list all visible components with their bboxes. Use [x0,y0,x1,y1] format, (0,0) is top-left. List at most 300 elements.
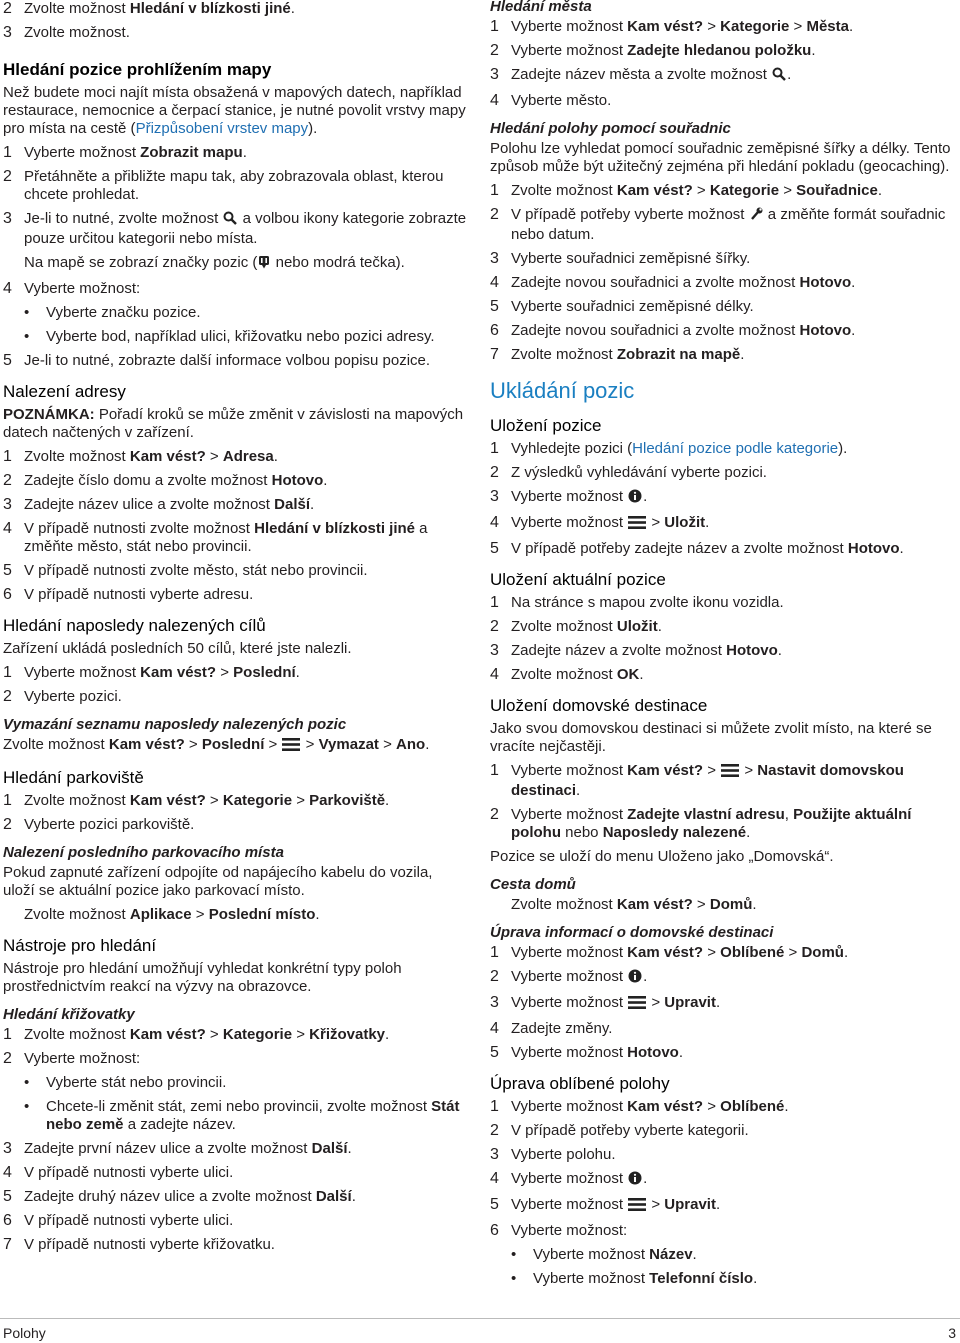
paragraph [3,736,468,756]
text-run: Zvolte možnost [511,666,617,683]
text-run: . [576,782,581,799]
text-run: . [715,1196,721,1213]
text-run: Vyberte možnost [511,1044,628,1061]
text-run: Na mapě se zobrazí značky pozic ( [24,254,258,271]
ui-term: Další [315,1188,352,1205]
text-run: V případě potřeby vyberte možnost [511,206,749,223]
text-run [533,1246,697,1264]
step-number: 6 [490,1222,499,1239]
ui-term: Hledání v blízkosti jiné [254,520,416,537]
step-number: 1 [490,440,499,457]
step-text: V případě nutnosti vyberte křižovatku. [24,1236,275,1253]
ui-term: Použijte aktuální polohu [511,806,912,841]
text-run: . [347,1140,352,1157]
subsection-title: Nalezení posledního parkovacího místa [3,844,284,861]
ui-term: Zadejte hledanou položku [627,42,812,59]
text-run: . [753,1270,758,1287]
text-run: Zvolte možnost [3,736,109,753]
ui-term: Hotovo [271,472,324,489]
text-run: . [811,42,816,59]
step [3,1164,468,1182]
step-text [24,664,468,682]
text-run: > [703,1098,721,1115]
ui-term: Oblíbené [720,1098,785,1115]
text-run: a změňte formát souřadnic nebo datum. [511,206,946,243]
bullet-item [490,1246,955,1264]
ui-term: Domů [801,944,844,961]
step-text [511,944,955,962]
text-run: Zvolte možnost [24,448,130,465]
step-number: 5 [3,1188,12,1205]
step-number: 1 [3,448,12,465]
ui-term: Kategorie [709,182,780,199]
step [490,322,955,340]
step-number: 1 [3,144,12,161]
step [3,352,468,370]
ui-term: Telefonní číslo [649,1270,754,1287]
step-number: 4 [3,520,12,537]
link-category-search[interactable]: Hledání pozice podle kategorie [632,440,839,457]
step-number: 5 [490,298,499,315]
step-number: 5 [3,352,12,369]
ui-term: Zobrazit na mapě [616,346,741,363]
step [490,66,955,86]
step-text [511,642,955,660]
step [490,944,955,962]
step-number: 2 [3,168,12,185]
step [490,274,955,292]
step [490,666,955,684]
step-number: 7 [490,346,499,363]
text-run [628,1171,642,1185]
step-text [24,472,468,490]
paragraph: Zařízení ukládá posledních 50 cílů, které jste nalezli. [3,640,352,657]
step [490,440,955,458]
step-number: 2 [490,206,499,223]
left-column [3,0,468,1260]
step-text [511,1196,955,1216]
step-number: 7 [3,1236,12,1253]
step [490,594,955,612]
step-number: 2 [3,472,12,489]
info-icon [628,969,642,988]
text-run: Vyberte možnost [511,762,628,779]
step-text [24,496,468,514]
ui-term: Souřadnice [796,182,878,199]
text-run: > [216,664,234,681]
text-run: a zadejte název. [123,1116,236,1133]
subsection-title: Hledání polohy pomocí souřadnic [490,120,731,137]
text-run: . [777,642,782,659]
step-number: 2 [3,688,12,705]
step-number: 4 [3,1164,12,1181]
step-text [511,762,955,800]
text-run: > [779,182,797,199]
text-run [628,996,646,1009]
step-number: 6 [3,1212,12,1229]
paragraph: Pozice se uloží do menu Uloženo jako „Domovská“. [490,848,834,865]
step [3,1140,468,1158]
menu-icon [628,516,646,534]
step-text [511,1098,955,1116]
text-run: Vyberte možnost [24,664,141,681]
text-run: . [851,274,856,291]
text-run: > [191,906,209,923]
step [490,206,955,244]
text-run: Vyberte možnost [511,944,628,961]
step [490,346,955,364]
right-column [490,0,955,1294]
text-run: > [703,762,721,779]
section-title: Hledání parkoviště [3,768,144,787]
ui-term: Kam vést? [108,736,185,753]
ui-term: Kam vést? [627,762,704,779]
text-run: . [643,968,648,985]
step-number: 6 [3,586,12,603]
text-run: . [315,906,320,923]
step-text: Vyberte souřadnici zeměpisné délky. [511,298,754,315]
text-run: Vyberte možnost [511,488,628,505]
step-text [511,440,955,458]
ui-term: Domů [709,896,753,913]
ui-term: Kam vést? [616,896,693,913]
ui-term: Křižovatky [309,1026,386,1043]
ui-term: Hotovo [799,322,852,339]
text-run [533,1270,757,1288]
section-title: Hledání pozice prohlížením mapy [3,60,272,79]
wrench-icon [750,207,763,226]
step [490,488,955,508]
paragraph: Jako svou domovskou destinaci si můžete zvolit místo, na které se vracíte nejčastěji. [490,720,932,755]
text-run: > [692,896,710,913]
chapter-title: Ukládání pozic [490,378,635,403]
step-text [511,322,955,340]
ui-term: Název [649,1246,693,1263]
text-run: . [295,664,300,681]
step-text: V případě potřeby vyberte kategorii. [511,1122,749,1139]
text-run: Zadejte druhý název ulice a zvolte možnost [24,1188,316,1205]
step [3,144,468,162]
step-number: 3 [3,210,12,227]
menu-icon [721,764,739,782]
text-run: Je-li to nutné, zvolte možnost [24,210,223,227]
step [490,762,955,800]
ui-term: Upravit [664,1196,716,1213]
text-run: . [323,472,328,489]
section-title: Nalezení adresy [3,382,126,401]
step [490,1196,955,1216]
ui-term: Poslední místo [208,906,316,923]
subsection-title: Úprava informací o domovské destinaci [490,924,774,941]
step-number: 2 [490,42,499,59]
text-run: . [740,346,745,363]
ui-term: Upravit [664,994,716,1011]
text-run: Pořadí kroků se může změnit v závislosti na mapových datech načtených v zařízení. [3,406,464,441]
step-number: 3 [490,250,499,267]
text-run: . [899,540,904,557]
step [490,806,955,842]
text-run: . [425,736,430,753]
step-text: Vyberte možnost: [24,1050,141,1067]
step-number: 5 [490,540,499,557]
text-run: Vyberte možnost [533,1246,650,1263]
subsection-title: Hledání křižovatky [3,1006,135,1023]
text-run: . [843,944,849,961]
ui-term: Poslední [233,664,296,681]
text-run: Zadejte číslo domu a zvolte možnost [24,472,272,489]
text-run: Vyberte značku pozice. [46,304,201,321]
text-run: Zvolte možnost [511,346,617,363]
step-text: Vyberte možnost: [511,1222,628,1239]
bullet-mark: • [24,1074,30,1091]
step [490,514,955,534]
text-run: > [789,18,807,35]
step-number: 2 [3,816,12,833]
footer-rule [0,1318,960,1319]
text-run [628,969,642,983]
text-run: a volbou ikony kategorie zobrazte pouze určitou kategorii nebo místa. [24,210,467,247]
text-run: Vyberte stát nebo provincii. [46,1074,227,1091]
step-number: 4 [490,1170,499,1187]
text-run: Zvolte možnost [24,906,130,923]
step-number: 3 [490,994,499,1011]
text-run: . [385,792,390,809]
text-run: Zvolte možnost [511,182,617,199]
text-run [46,1098,468,1134]
text-run: > [264,736,282,753]
ui-term: Kam vést? [129,1026,206,1043]
step-number: 2 [490,806,499,823]
text-run: ). [308,120,318,137]
step [3,1188,468,1206]
step-text [24,210,468,248]
text-run: nebo [560,824,603,841]
text-run: . [715,994,721,1011]
step-text [511,488,955,508]
text-run [223,211,237,225]
text-run: . [705,514,710,531]
step-text [511,42,955,60]
step-number: 3 [490,488,499,505]
section-title: Nástroje pro hledání [3,936,157,955]
ui-term: Zadejte vlastní adresu [627,806,785,823]
bullet-mark: • [24,328,30,345]
text-run: . [877,182,883,199]
step-text: Zadejte změny. [511,1020,613,1037]
step-text [511,206,955,244]
step-number: 2 [490,464,499,481]
step [3,664,468,682]
info-icon [628,1171,642,1190]
text-run [628,489,642,503]
step-text [511,346,955,364]
paragraph: Pokud zapnuté zařízení odpojíte od napájecího kabelu do vozila, uloží se aktuální pozice jako parkovací místo. [3,864,433,899]
paragraph [511,896,955,914]
text-run [628,516,646,529]
link-map-layers[interactable]: Přizpůsobení vrstev mapy [135,120,309,137]
text-run: > [378,736,397,753]
step-text: Vyberte souřadnici zeměpisné šířky. [511,250,751,267]
ui-term: Kategorie [720,18,790,35]
step-number: 4 [490,1020,499,1037]
step [3,586,468,604]
text-run: Vyberte možnost [511,514,628,531]
text-run: > [692,182,710,199]
ui-term: Kam vést? [616,182,693,199]
text-run: ). [838,440,848,457]
step-text [24,1140,468,1158]
text-run: > [205,448,223,465]
step [490,1122,955,1140]
step-text [24,520,468,556]
step-number: 1 [490,762,499,779]
paragraph: Nástroje pro hledání umožňují vyhledat konkrétní typy poloh prostřednictvím reakcí na výzvy na obrazovce. [3,960,402,995]
step-text: Zvolte možnost. [24,24,130,41]
step-number: 2 [3,1050,12,1067]
step [3,210,468,248]
menu-icon [628,996,646,1014]
ui-term: Poslední [201,736,265,753]
subsection-title: Vymazání seznamu naposledy nalezených pozic [3,716,347,733]
ui-term: Nastavit domovskou destinaci [511,762,904,799]
step [3,280,468,298]
step [3,1212,468,1230]
step-number: 2 [490,968,499,985]
step [490,618,955,636]
subsection-title: Hledání města [490,0,592,15]
step-number: 1 [490,1098,499,1115]
paragraph [24,254,468,274]
footer-section: Polohy [3,1325,46,1341]
text-run: Zadejte název ulice a zvolte možnost [24,496,275,513]
text-run: . [787,66,792,83]
text-run: > [292,792,310,809]
text-run: . [351,1188,356,1205]
step-number: 2 [490,1122,499,1139]
step-number: 1 [490,594,499,611]
menu-icon [628,1198,646,1216]
ui-term: Další [274,496,310,513]
step [3,1236,468,1254]
menu-icon [282,738,300,756]
step-text: V případě nutnosti vyberte ulici. [24,1164,234,1181]
step-text [24,0,468,18]
step [3,472,468,490]
ui-term: Parkoviště [309,792,386,809]
text-run: Vyberte možnost [533,1270,650,1287]
step-text [24,792,468,810]
ui-term: Vymazat [318,736,379,753]
text-run: Vyberte možnost [511,18,628,35]
ui-term: Hotovo [799,274,852,291]
text-run: . [752,896,757,913]
ui-term: Zobrazit mapu [140,144,243,161]
text-run: Vyberte bod, například ulici, křižovatku nebo pozici adresy. [46,328,435,345]
step-text [511,1170,955,1190]
text-run: . [643,488,648,505]
step [490,1146,955,1164]
step-text: Vyberte město. [511,92,612,109]
step-text: Je-li to nutné, zobrazte další informace volbou popisu pozice. [24,352,431,369]
bullet-mark: • [511,1270,517,1287]
text-run: > [205,792,223,809]
text-run: > [703,18,721,35]
section-title: Uložení pozice [490,416,602,435]
text-run: V případě nutnosti zvolte možnost [24,520,255,537]
ui-term: Uložit [664,514,706,531]
step-number: 4 [490,514,499,531]
text-run: . [310,496,315,513]
text-run [772,67,786,81]
step-text [511,182,955,200]
step [490,18,955,36]
text-run [721,764,739,777]
text-run: Zvolte možnost [24,0,130,17]
step [3,1050,468,1068]
step [490,1020,955,1038]
ui-term: Další [311,1140,348,1157]
step-text [511,1044,955,1062]
step-number: 1 [490,944,499,961]
text-run [628,1198,646,1211]
text-run: Vyberte možnost [24,144,141,161]
step [3,448,468,466]
step-number: 4 [3,280,12,297]
text-run: . [639,666,644,683]
text-run: . [290,0,295,17]
ui-term: Ano [396,736,426,753]
text-run: > [647,1196,665,1213]
step [3,24,468,42]
step-number: 3 [3,1140,12,1157]
step-text [511,968,955,988]
step-text: Z výsledků vyhledávání vyberte pozici. [511,464,767,481]
step-number: 5 [490,1196,499,1213]
text-run: > [703,944,721,961]
ui-term: Kategorie [222,1026,293,1043]
step-text [511,514,955,534]
ui-term: Kam vést? [627,18,704,35]
step-text: Vyberte pozici parkoviště. [24,816,195,833]
step-number: 3 [490,66,499,83]
text-run: > [184,736,202,753]
text-run: Vyberte možnost [511,806,628,823]
ui-term: OK [616,666,640,683]
step-text [511,274,955,292]
paragraph [3,406,468,442]
bullet-mark: • [24,1098,30,1115]
text-run: Zadejte první název ulice a zvolte možnost [24,1140,312,1157]
text-run: Vyberte možnost [511,1170,628,1187]
step-text [24,1026,468,1044]
step-number: 2 [490,618,499,635]
ui-term: Kam vést? [129,448,206,465]
step-number: 3 [3,24,12,41]
step [3,168,468,204]
step-text: V případě nutnosti vyberte adresu. [24,586,254,603]
step-number: 5 [490,1044,499,1061]
step [490,1044,955,1062]
text-run: V případě potřeby zadejte název a zvolte možnost [511,540,848,557]
text-run: Zadejte název města a zvolte možnost [511,66,772,83]
text-run: a změňte město, stát nebo provincii. [24,520,428,555]
step [3,688,468,706]
text-run: . [851,322,856,339]
ui-term: Kam vést? [129,792,206,809]
text-run: , [784,806,794,823]
text-run: . [385,1026,390,1043]
section-title: Uložení aktuální pozice [490,570,666,589]
